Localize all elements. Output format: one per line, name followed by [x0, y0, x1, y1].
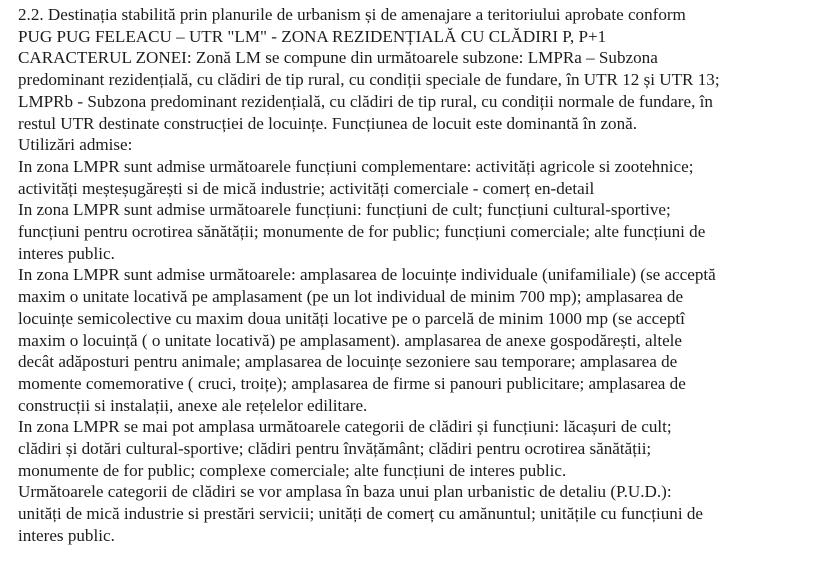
- text-line: unități de mică industrie si prestări servicii; unități de comerț cu amănuntul; unitățile cu funcțiuni de: [18, 504, 703, 524]
- allowed-placements-paragraph: [18, 264, 818, 416]
- heading-line: 2.2. Destinația stabilită prin planurile de urbanism și de amenajare a teritoriului aprobate conform: [18, 5, 686, 24]
- text-line: Utilizări admise:: [18, 135, 133, 155]
- text-line: maxim o unitate locativă pe amplasament (pe un lot individual de minim 700 mp); amplasarea de: [18, 287, 684, 307]
- text-line: locuințe semicolective cu maxim doua unități locative pe o parcelă de minim 1000 mp (se acceptî: [18, 308, 685, 328]
- text-line: In zona LMPR sunt admise următoarele funcțiuni complementare: activități agricole si zootehnice;: [18, 156, 694, 176]
- text-line: CARACTERUL ZONEI: Zonă LM se compune din următoarele subzone: LMPRa – Subzona: [18, 48, 658, 68]
- text-line: In zona LMPR se mai pot amplasa următoarele categorii de clădiri și funcțiuni: lăcașuri de cult;: [18, 417, 672, 437]
- text-line: funcțiuni pentru ocrotirea sănătății; monumente de for public; funcțiuni comerciale; alte funcțiuni de: [18, 222, 706, 242]
- text-line: predominant rezidențială, cu clădiri de tip rural, cu condiții speciale de fundare, în UTR 12 și UTR 13;: [18, 70, 720, 90]
- pud-buildings-paragraph: [18, 481, 818, 546]
- text-line: maxim o locuință ( o unitate locativă) pe amplasament). amplasarea de anexe gospodărești, altele: [18, 330, 683, 350]
- allowed-uses-title: [18, 134, 818, 156]
- text-line: clădiri și dotări cultural-sportive; clădiri pentru învățământ; clădiri pentru ocrotirea sănătății;: [18, 439, 652, 459]
- text-line: monumente de for public; complexe comerciale; alte funcțiuni de interes public.: [18, 460, 567, 480]
- text-line: interes public.: [18, 525, 115, 545]
- section-heading: [18, 4, 818, 47]
- text-line: restul UTR destinate construcției de locuințe. Funcțiunea de locuit este dominantă în zonă.: [18, 113, 637, 133]
- heading-line: PUG PUG FELEACU – UTR "LM" - ZONA REZIDENȚIALĂ CU CLĂDIRI P, P+1: [18, 26, 607, 46]
- text-line: Următoarele categorii de clădiri se vor amplasa în baza unui plan urbanistic de detaliu (P.U.D.):: [18, 482, 672, 502]
- complementary-functions-paragraph: [18, 156, 818, 199]
- additional-buildings-paragraph: [18, 416, 818, 481]
- text-line: LMPRb - Subzona predominant rezidențială, cu clădiri de tip rural, cu condiții normale de fundare, în: [18, 91, 713, 111]
- zone-character-paragraph: [18, 47, 818, 134]
- text-line: In zona LMPR sunt admise următoarele: amplasarea de locuințe individuale (unifamiliale) (se acceptă: [18, 265, 716, 285]
- text-line: In zona LMPR sunt admise următoarele funcțiuni: funcțiuni de cult; funcțiuni cultural-sportive;: [18, 200, 671, 220]
- text-line: interes public.: [18, 243, 115, 263]
- text-line: activități meșteșugărești si de mică industrie; activități comerciale - comerț en-detail: [18, 178, 595, 198]
- text-line: decât adăposturi pentru animale; amplasarea de locuințe sezoniere sau temporare; amplasarea de: [18, 352, 678, 372]
- text-line: momente comemorative ( cruci, troițe); amplasarea de firme si panouri publicitare; amplasarea de: [18, 373, 686, 393]
- allowed-functions-paragraph: [18, 199, 818, 264]
- text-line: construcții si instalații, anexe ale rețelelor edilitare.: [18, 395, 368, 415]
- document-text: [18, 4, 818, 547]
